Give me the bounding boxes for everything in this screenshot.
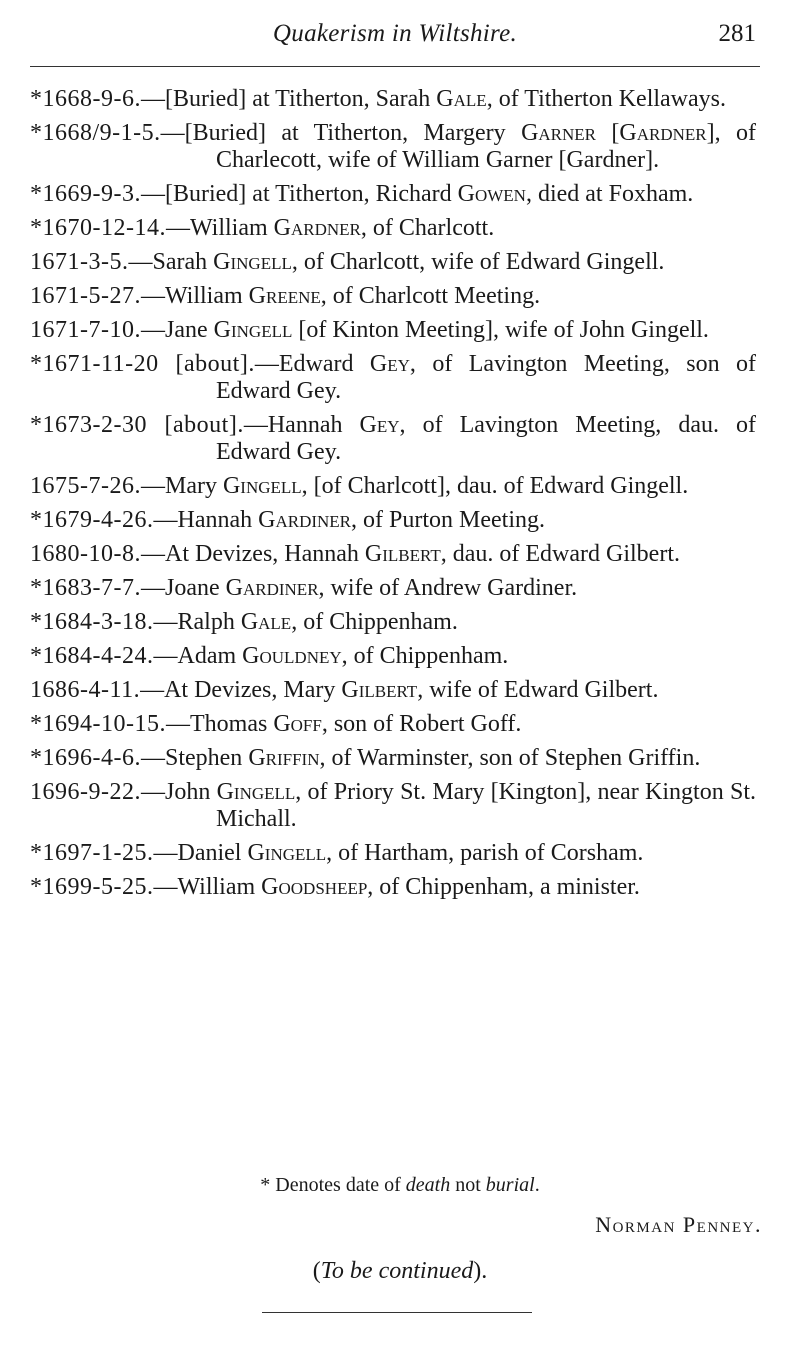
entry-date: 1671-5-27. [30,283,141,309]
entry-date: *1683-7-7. [30,575,141,601]
entry-text-post: [of Kinton Meeting], wife of John Gingell. [292,317,709,343]
page-number: 281 [718,20,756,47]
entry-date: *1668-9-6. [30,86,141,112]
burial-entry [30,181,756,208]
entry-text-post: , of Hartham, parish of Corsham. [326,840,644,866]
burial-entry [30,575,756,602]
entry-date: *1696-4-6. [30,745,141,771]
entry-surname: Gingell [213,249,292,275]
entry-text-post: , of Chippenham. [291,609,458,635]
entry-text-pre: —[Buried] at Titherton, Margery [160,120,522,146]
burial-entry [30,711,756,738]
footnote-suffix: . [534,1174,540,1196]
entry-surname: Gilbert [341,677,418,703]
burial-entry [30,283,756,310]
entry-surname: Garner [Gardner] [521,120,715,146]
entry-date: *1673-2-30 [about]. [30,412,244,438]
entry-text-pre: —Hannah [243,412,360,438]
burial-entry [30,874,756,901]
entry-text-pre: —At Devizes, Mary [140,677,342,703]
burial-entry [30,779,756,833]
entry-surname: Gale [240,609,292,635]
entry-date: 1686-4-11. [30,677,141,703]
entry-surname: Gouldney [242,643,342,669]
entry-text-pre: —John [140,779,217,805]
entry-date: *1670-12-14. [30,215,166,241]
entry-surname: Greene [248,283,321,309]
entry-text-post: , of Charlcott, wife of Edward Gingell. [291,249,665,275]
burial-entry [30,507,756,534]
entry-date: *1694-10-15. [30,711,166,737]
burial-entry [30,86,756,113]
entry-text-pre: —Joane [140,575,226,601]
entry-date: *1668/9-1-5. [30,120,161,146]
entry-date: *1697-1-25. [30,840,154,866]
entry-text-post: , of Priory St. Mary [Kington], near Kington St. Michall. [216,779,757,832]
entry-date: 1671-3-5. [30,249,129,275]
entry-text-post: , dau. of Edward Gilbert. [440,541,680,567]
burial-entry [30,609,756,636]
entry-text-post: , of Charlcott Meeting. [320,283,541,309]
entry-text-pre: —[Buried] at Titherton, Sarah [140,86,437,112]
burial-entry [30,677,756,704]
entry-text-pre: —William [153,874,262,900]
entry-surname: Gilbert [364,541,441,567]
entry-text-post: , [of Charlcott], dau. of Edward Gingell. [301,473,689,499]
burial-entry [30,473,756,500]
footnote-prefix: * Denotes date of [260,1174,406,1196]
entry-surname: Gingell [213,317,293,343]
continued-open: ( [312,1258,321,1284]
entry-text-pre: —Sarah [128,249,214,275]
entry-text-pre: —William [140,283,249,309]
footnote-middle: not [450,1174,486,1196]
burial-entry [30,249,756,276]
entry-text-pre: —[Buried] at Titherton, Richard [140,181,458,207]
burial-entry [30,745,756,772]
footer-rule [262,1312,532,1313]
entry-surname: Gowen [457,181,526,207]
header-rule [30,66,760,67]
entry-surname: Gardiner [258,507,352,533]
entry-text-pre: —Edward [254,351,370,377]
continued-close: ). [473,1258,488,1284]
entry-text-post: , died at Foxham. [525,181,694,207]
entry-date: 1680-10-8. [30,541,141,567]
entry-date: *1669-9-3. [30,181,141,207]
entry-text-post: , of Chippenham. [341,643,509,669]
entry-date: 1675-7-26. [30,473,141,499]
entry-surname: Gingell [222,473,302,499]
entry-text-pre: —Stephen [140,745,249,771]
entry-surname: Gardner [273,215,361,241]
entry-text-pre: —Hannah [153,507,259,533]
running-title: Quakerism in Wiltshire. [272,20,518,47]
burial-entries-list [30,86,756,908]
burial-entry [30,643,756,670]
continued-text: To be continued [320,1258,474,1284]
burial-entry [30,541,756,568]
entry-surname: Gey [369,351,410,377]
page-header [30,14,760,54]
entry-date: *1699-5-25. [30,874,154,900]
burial-entry [30,840,756,867]
burial-entry [30,412,756,466]
entry-text-post: , of Lavington Meeting, dau. of Edward Gey. [216,412,757,465]
burial-entry [30,317,756,344]
footnote-death: death [405,1174,451,1196]
entry-surname: Gey [359,412,400,438]
entry-text-post: , of Chippenham, a minister. [367,874,640,900]
entry-surname: Gingell [216,779,296,805]
entry-text-post: , wife of Edward Gilbert. [417,677,659,703]
entry-text-pre: —Daniel [153,840,248,866]
entry-text-pre: —Mary [140,473,223,499]
entry-text-pre: —Adam [153,643,243,669]
entry-surname: Gardiner [225,575,319,601]
entry-date: *1679-4-26. [30,507,154,533]
entry-date: 1671-7-10. [30,317,141,343]
entry-text-post: , of Charlecott, wife of William Garner [Gardner]. [216,120,756,173]
entry-text-pre: —Jane [140,317,214,343]
entry-surname: Gingell [247,840,327,866]
entry-date: 1696-9-22. [30,779,141,805]
burial-entry [30,215,756,242]
footnote-burial: burial [485,1174,535,1196]
entry-text-post: , of Charlcott. [360,215,495,241]
entry-text-post: , of Titherton Kellaways. [486,86,727,112]
entry-date: *1684-4-24. [30,643,154,669]
entry-text-post: , wife of Andrew Gardiner. [318,575,578,601]
entry-text-pre: —Ralph [153,609,241,635]
entry-surname: Goodsheep [261,874,368,900]
entry-text-post: , of Purton Meeting. [351,507,545,533]
entry-text-pre: —William [165,215,274,241]
entry-date: *1684-3-18. [30,609,154,635]
to-be-continued [0,1258,800,1285]
author-signature: Norman Penney. [595,1212,762,1237]
entry-text-post: , of Lavington Meeting, son of Edward Gey. [216,351,757,404]
entry-text-pre: —Thomas [165,711,274,737]
entry-text-pre: —At Devizes, Hannah [140,541,365,567]
burial-entry [30,120,756,174]
burial-entry [30,351,756,405]
entry-surname: Griffin [248,745,320,771]
entry-text-post: , son of Robert Goff. [321,711,522,737]
entry-surname: Goff [273,711,322,737]
entry-text-post: , of Warminster, son of Stephen Griffin. [319,745,701,771]
entry-date: *1671-11-20 [about]. [30,351,255,377]
footnote [0,1174,800,1197]
entry-surname: Gale [436,86,487,112]
